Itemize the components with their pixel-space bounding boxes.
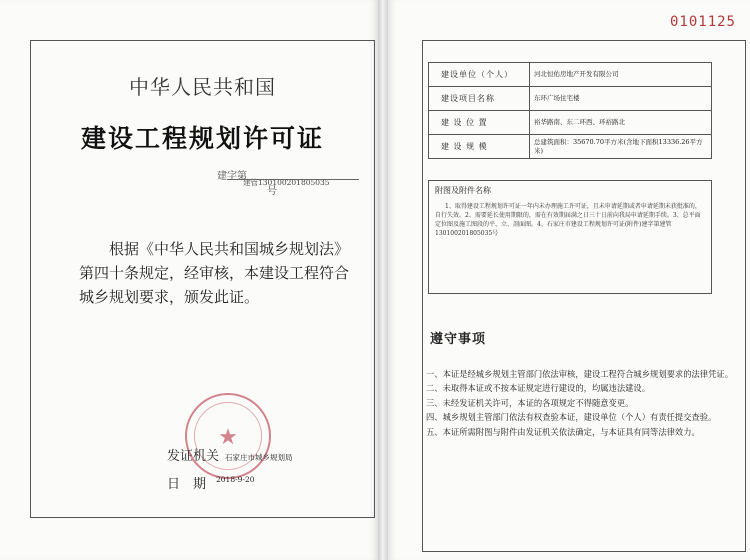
rules-title: 遵守事项 bbox=[430, 332, 487, 347]
license-number-value: 建管130100201805035 bbox=[243, 178, 330, 187]
list-item: 四、城乡规划主管部门依法有权查验本证，建设单位（个人）有责任提交查验。 bbox=[426, 412, 717, 423]
date-label: 日 期 bbox=[167, 477, 207, 492]
table-row bbox=[429, 87, 712, 111]
license-number-underline bbox=[227, 179, 359, 180]
issuer-value: 石家庄市城乡规划局 bbox=[225, 453, 293, 462]
list-item: 五、本证所需附图与附件由发证机关依法确定，与本证具有同等法律效力。 bbox=[426, 426, 700, 437]
document-title: 建设工程规划许可证 bbox=[80, 124, 324, 153]
country-title: 中华人民共和国 bbox=[129, 75, 276, 99]
rules-list bbox=[426, 368, 744, 440]
table-row bbox=[429, 111, 712, 135]
list-item: 一、本证是经城乡规划主管部门依法审核，建设工程符合城乡规划要求的法律凭证。 bbox=[426, 369, 733, 379]
row-label-project: 建设项目名称 bbox=[429, 87, 530, 111]
row-value-scale: 总建筑面积：35670.70平方米(含地下面积13336.26平方米) bbox=[530, 135, 712, 159]
attachments-box bbox=[428, 180, 712, 294]
project-info-table bbox=[428, 62, 712, 159]
row-label-builder: 建设单位（个人） bbox=[429, 63, 530, 87]
attachments-text: 1、取得建设工程规划许可证一年内未办理施工许可证，且未申请延期或者申请延期未获批准的，自行失效。2、需要延长使用期限的，需在有效期届满之日三十日前向我局申请延期手续。3、总平面定位图及施工图段的平、立、剖面图。4、石家庄市建设工程规划许可证(附件)建字第建管130100201805035号 bbox=[435, 203, 701, 237]
license-detail-page bbox=[388, 0, 750, 560]
license-suffix: 号 bbox=[267, 186, 277, 197]
date-value: 2018-9-20 bbox=[216, 475, 255, 484]
attachments-title: 附图及附件名称 bbox=[435, 186, 491, 195]
issuing-authority bbox=[167, 445, 293, 464]
table-row bbox=[429, 63, 712, 87]
front-border-frame bbox=[30, 40, 375, 518]
row-label-location: 建 设 位 置 bbox=[429, 111, 530, 135]
license-number bbox=[217, 167, 374, 197]
row-value-project: 东环广场住宅楼 bbox=[530, 87, 712, 111]
row-value-builder: 河北恒佑房地产开发有限公司 bbox=[530, 63, 712, 87]
row-label-scale: 建 设 规 模 bbox=[429, 135, 530, 159]
official-seal bbox=[185, 393, 271, 479]
list-item: 三、未经发证机关许可，本证的各项规定不得随意变更。 bbox=[426, 397, 634, 408]
issue-date bbox=[167, 473, 255, 492]
row-value-location: 裕华路南、东二环西、环裕路北 bbox=[530, 111, 712, 135]
license-statement: 根据《中华人民共和国城乡规划法》第四十条规定，经审核，本建设工程符合城乡规划要求，颁发此证。 bbox=[79, 240, 350, 306]
list-item: 二、未取得本证或不按本证规定进行建设的，均属违法建设。 bbox=[426, 383, 651, 394]
issuer-label: 发证机关 bbox=[167, 449, 220, 464]
license-prefix: 建字第 bbox=[217, 171, 247, 182]
table-row bbox=[429, 135, 712, 159]
book-gutter bbox=[378, 0, 388, 560]
serial-number: 0101125 bbox=[669, 14, 736, 30]
seal-star-icon: ★ bbox=[218, 425, 238, 450]
